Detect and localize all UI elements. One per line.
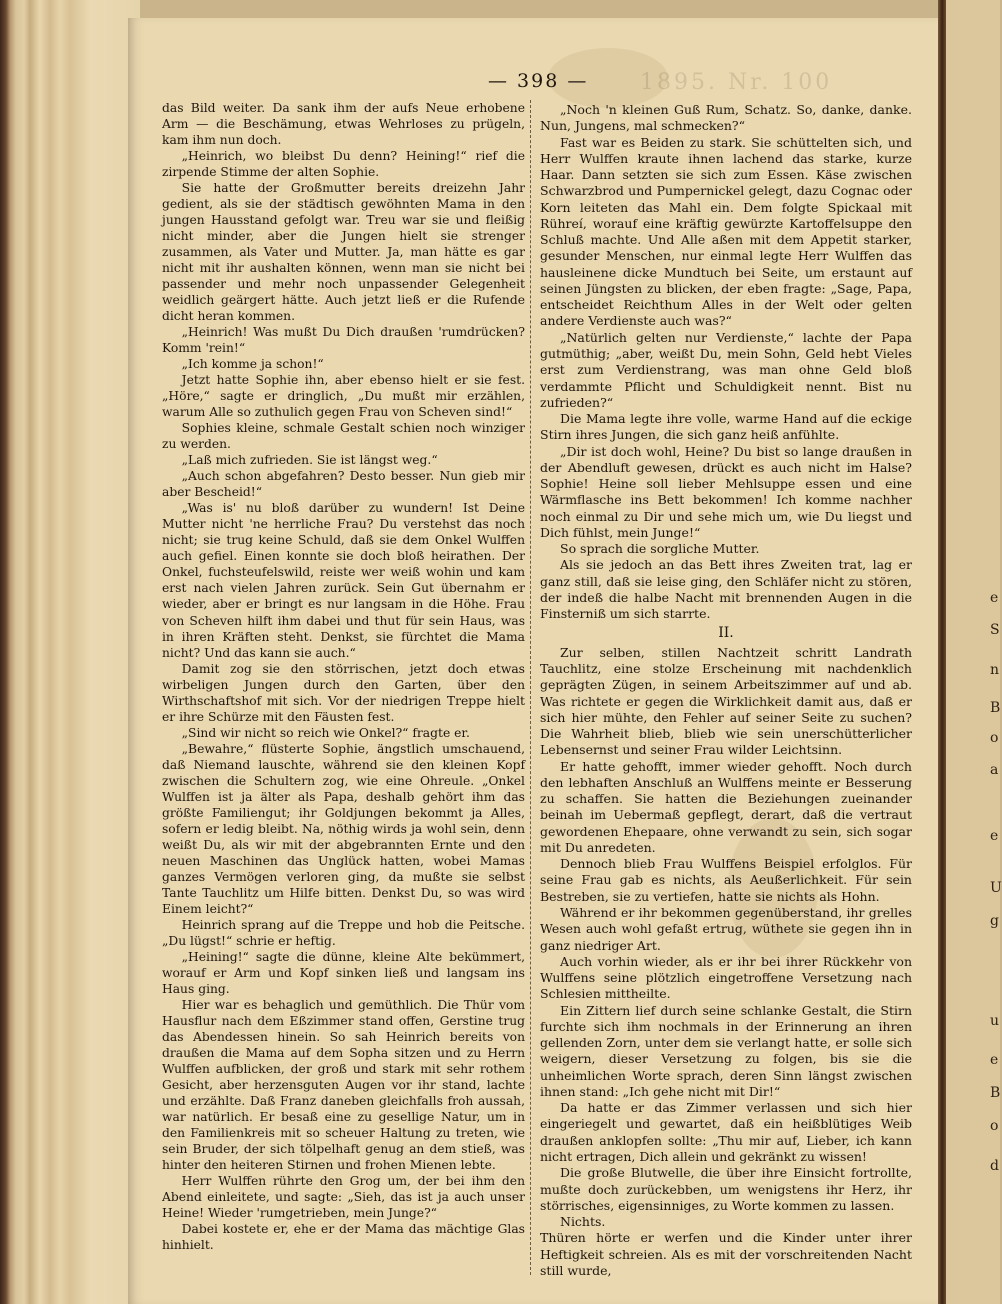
paragraph: das Bild weiter. Da sank ihm der aufs Neue erhobene Arm — die Beschämung, etwas Wehrloses zu prügeln, kam ihm nun doch.: [162, 101, 525, 148]
next-page-fragment: d: [990, 1158, 999, 1174]
next-page-fragment: e: [990, 590, 999, 606]
paragraph: Damit zog sie den störrischen, jetzt doch etwas wirbeligen Jungen durch den Garten, über den Wirthschaftshof mit sich. Vor der niedrigen Treppe hielt er ihre Schürze mit den Fäusten fest.: [162, 661, 525, 724]
paragraph: Herr Wulffen rührte den Grog um, der bei ihm den Abend einleitete, und sagte: „Sieh, das ist ja auch unser Heine! Wieder 'rumgetrieben, mein Junge?“: [162, 1174, 525, 1221]
next-page-fragment: a: [990, 762, 999, 778]
book-spine: [938, 0, 946, 1304]
paragraph: So sprach die sorgliche Mutter.: [560, 541, 760, 557]
next-page-fragment: e: [990, 1052, 999, 1068]
paragraph: „Heining!“ sagte die dünne, kleine Alte bekümmert, worauf er Arm und Kopf sinken ließ und langsam ins Haus ging.: [162, 949, 525, 996]
paragraph: Heinrich sprang auf die Treppe und hob die Peitsche. „Du lügst!“ schrie er heftig.: [162, 917, 525, 948]
paragraph: Auch vorhin wieder, als er ihr bei ihrer Rückkehr von Wulffens seine plötzlich eingetroffene Versetzung nach Schlesien mittheilte.: [540, 953, 912, 1002]
paragraph: Dennoch blieb Frau Wulffens Beispiel erfolglos. Für seine Frau gab es nichts, als Aeußerlichkeit. Für sein Bestreben, sie zu vertiefen, hatte sie nichts als Hohn.: [540, 856, 912, 904]
paragraph: Als sie jedoch an das Bett ihres Zweiten trat, lag er ganz still, daß sie leise ging, den Schläfer nicht zu stören, der indeß die halbe Nacht mit brennenden Augen in die Finsterniß um sich starrte.: [540, 557, 912, 622]
right-text-column: [540, 102, 912, 1279]
section-heading: II.: [718, 624, 734, 641]
next-page-fragment: o: [990, 730, 999, 746]
paragraph: „Heinrich, wo bleibst Du denn? Heining!“ rief die zirpende Stimme der alten Sophie.: [162, 149, 525, 180]
next-page-fragment: B: [990, 1085, 1001, 1101]
paragraph: „Heinrich! Was mußt Du Dich draußen 'rumdrücken? Komm 'rein!“: [162, 325, 525, 356]
paragraph: Sie hatte der Großmutter bereits dreizehn Jahr gedient, als sie der städtisch gewöhnten Mama in den jungen Hausstand gefolgt war. Treu war sie und fleißig nicht minder, aber die Jungen hielt sie strenger zusammen, als Vater und Mutter. Ja, man hätte es gar nicht mit ihr aushalten können, wenn man sie nicht bei passender und mehr noch unpassender Gelegenheit weidlich geärgert hätte. Auch jetzt ließ er die Rufende dicht heran kommen.: [162, 181, 525, 324]
paragraph: Fast war es Beiden zu stark. Sie schüttelten sich, und Herr Wulffen kraute ihnen lachend das starke, kurze Haar. Dann setzten sie sich zum Essen. Käse zwischen Schwarzbrod und Pumpernickel gelegt, dazu Cognac oder Korn leiteten das Mahl ein. Dem folgte Spickaal mit Rühreí, worauf eine kräftig gewürzte Kartoffelsuppe den Schluß machte. Und Alle aßen mit dem Appetit starker, gesunder Menschen, nur einmal legte Herr Wulffen das hausleinene dicke Mundtuch bei Seite, um erstaunt auf seinen Jüngsten zu blicken, der eben fragte: „Sage, Papa, entscheidet Reichthum Alles in der Welt oder gelten andere Verdienste auch was?“: [540, 134, 912, 329]
paragraph: Da hatte er das Zimmer verlassen und sich hier eingeriegelt und gewartet, daß ein heißblütiges Weib draußen anklopfen sollte: „Thu mir auf, Lieber, ich kann nicht ertragen, Dich allein und gekränkt zu wissen!: [540, 1100, 912, 1164]
page-number: — 398 —: [488, 70, 589, 92]
paragraph: „Ich komme ja schon!“: [181, 357, 324, 372]
next-page-edge: [946, 0, 1000, 1304]
paragraph: „Bewahre,“ flüsterte Sophie, ängstlich umschauend, daß Niemand lauschte, während sie den kleinen Kopf zwischen die Schultern zog, wie eine Ohreule. „Onkel Wulffen ist ja älter als Papa, deshalb gehört ihm das größte Familiengut; ihr Goldjungen bekommt ja Alles, sofern er ledig bleibt. Na, nöthig wirds ja wohl sein, denn weißt Du, als wir mit der abgebrannten Ernte und den neuen Maschinen das Unglück hatten, wobei Mamas ganzes Vermögen verloren ging, da mußte sie selbst Tante Tauchlitz um Hilfe bitten. Denkst Du, so was wird Einem leicht?“: [162, 741, 525, 916]
paragraph: Nichts.: [560, 1214, 606, 1230]
next-page-fragment: g: [990, 913, 999, 929]
paragraph: Thüren hörte er werfen und die Kinder unter ihrer Heftigkeit schreien. Als es mit der vorschreitenden Nacht still wurde,: [540, 1230, 912, 1278]
left-text-column: [162, 100, 525, 1253]
next-page-fragment: B: [990, 700, 1001, 716]
paragraph: „Noch 'n kleinen Guß Rum, Schatz. So, danke, danke. Nun, Jungens, mal schmecken?“: [540, 102, 912, 134]
paragraph: Sophies kleine, schmale Gestalt schien noch winziger zu werden.: [162, 421, 525, 452]
paragraph: „Laß mich zufrieden. Sie ist längst weg.“: [181, 453, 438, 468]
bleed-through-text: 1895. Nr. 100: [640, 70, 833, 95]
paragraph: Zur selben, stillen Nachtzeit schritt Landrath Tauchlitz, eine stolze Erscheinung mit nachdenklich geprägten Zügen, in seinem Arbeitszimmer auf und ab. Was richtete er gegen die Wirklichkeit damit aus, daß er sich hier mühte, den Fehler auf seiner Seite zu suchen? Die Wahrheit blieb, blieb wie sein unerschütterlicher Lebensernst und seiner Frau wilder Leichtsinn.: [540, 644, 912, 758]
paragraph: „Dir ist doch wohl, Heine? Du bist so lange draußen in der Abendluft gewesen, drückt es auch nicht im Halse? Sophie! Heine soll lieber Mehlsuppe essen und eine Wärmflasche ins Bett bekommen! Ich komme nachher noch einmal zu Dir und sehe mich um, wie Du liegst und Dich fühlst, mein Junge!“: [540, 443, 912, 540]
paragraph: „Natürlich gelten nur Verdienste,“ lachte der Papa gutmüthig; „aber, weißt Du, mein Sohn, Geld hebt Vieles erst zum Verdienstrang, was man ohne Geld bloß verdammte Pflicht und Schuldigkeit nennt. Bist nu zufrieden?“: [540, 329, 912, 410]
next-page-fragment: U: [990, 880, 1002, 896]
paragraph: Jetzt hatte Sophie ihn, aber ebenso hielt er sie fest. „Höre,“ sagte er dringlich, „Du mußt mir erzählen, warum Alle so zuthulich gegen Frau von Scheven sind!“: [162, 373, 525, 420]
next-page-fragment: e: [990, 828, 999, 844]
next-page-fragment: u: [990, 1013, 1000, 1029]
paragraph: Dabei kostete er, ehe er der Mama das mächtige Glas hinhielt.: [162, 1222, 525, 1253]
book-page-edges: [0, 0, 140, 1304]
next-page-fragment: n: [990, 662, 1000, 678]
paragraph: „Sind wir nicht so reich wie Onkel?“ fragte er.: [181, 725, 470, 740]
next-page-fragment: S: [990, 622, 1000, 638]
paragraph: Er hatte gehofft, immer wieder gehofft. Noch durch den lebhaften Anschluß an Wulffens meinte er Besserung zu schaffen. Sie hatten die Beziehungen zueinander beinah im Uebermaß gepflegt, derart, daß die vertraut gewordenen Ehepaare, ohne verwandt zu sein, sich sogar mit Du anredeten.: [540, 758, 912, 855]
paragraph: Während er ihr bekommen gegenüberstand, ihr grelles Wesen auch wohl gefaßt ertrug, wüthete sie gegen ihn in ganz niedriger Art.: [540, 905, 912, 953]
paragraph: „Auch schon abgefahren? Desto besser. Nun gieb mir aber Bescheid!“: [162, 469, 525, 500]
paragraph: Hier war es behaglich und gemüthlich. Die Thür vom Hausflur nach dem Eßzimmer stand offen, Gerstine trug das Abendessen hinein. So sah Heinrich bereits von draußen die Mama auf dem Sopha sitzen und zu Herrn Wulffen aufblicken, der groß und stark mit sehr rothem Gesicht, aber herzensguten Augen vor ihr stand, lachte und erzählte. Daß Franz daneben gleichfalls froh aussah, war natürlich. Er besaß eine zu gesellige Natur, um in den Familienkreis mit so scheuer Haltung zu treten, wie sein Bruder, der sich tölpelhaft genug an dem stieß, was hinter den heiteren Stirnen und frohen Mienen lebte.: [162, 997, 525, 1173]
column-divider: [530, 100, 531, 1275]
paragraph: Die Mama legte ihre volle, warme Hand auf die eckige Stirn ihres Jungen, die sich ganz heiß anfühlte.: [540, 411, 912, 443]
paragraph: Ein Zittern lief durch seine schlanke Gestalt, die Stirn furchte sich ihm nochmals in der Erinnerung an ihren gellenden Zorn, unter dem sie verlangt hatte, er solle sich weigern, dieser Versetzung zu folgen, bis sie die unheimlichen Worte sprach, deren Sinn längst zwischen ihnen stand: „Ich gehe nicht mit Dir!“: [540, 1002, 912, 1099]
paragraph: „Was is' nu bloß darüber zu wundern! Ist Deine Mutter nicht 'ne herrliche Frau? Du verstehst das noch nicht; sie trug keine Schuld, daß sie dem Onkel Wulffen auch gefiel. Einen konnte sie doch bloß heirathen. Der Onkel, fuchsteufelswild, reiste wer weiß wohin und kam erst nach vielen Jahren zurück. Sein Gut übernahm er wieder, aber er bringt es nur langsam in die Höhe. Frau von Scheven hilft ihm dabei und thut für sein Haus, was in ihren Kräften steht. Denkst, sie fürchtet die Mama nicht? Und das kann sie auch.“: [162, 501, 525, 660]
next-page-fragment: o: [990, 1118, 999, 1134]
paragraph: Die große Blutwelle, die über ihre Einsicht fortrollte, mußte doch zurückebben, um wenigstens ihr Herz, ihr störrisches, eigensinniges, zu Worte kommen zu lassen.: [540, 1165, 912, 1213]
